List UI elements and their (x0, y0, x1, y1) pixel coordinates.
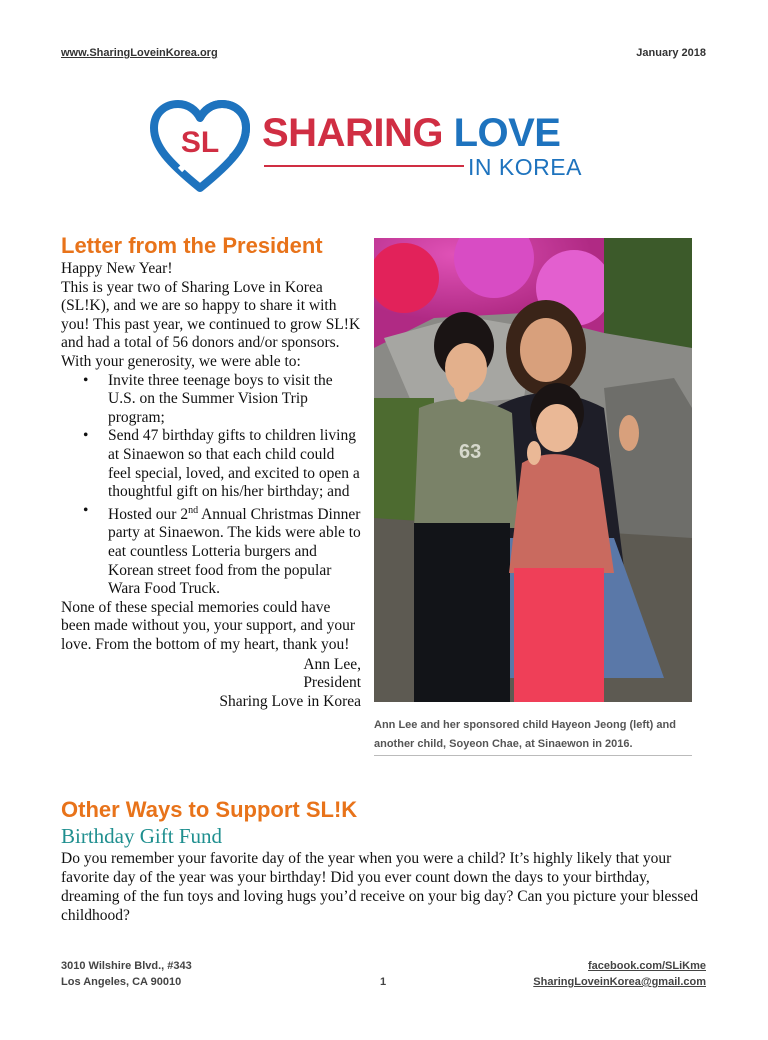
facebook-link[interactable]: facebook.com/SLiKme (588, 960, 706, 972)
president-letter (61, 260, 361, 711)
letter-bullet-list (61, 372, 361, 599)
logo-rule (264, 165, 464, 167)
logo-in-korea: IN KOREA (468, 154, 582, 180)
list-item: • Invite three teenage boys to visit the U.S. on the Summer Vision Trip program; (83, 371, 333, 426)
birthday-fund-subtitle: Birthday Gift Fund (61, 824, 222, 848)
website-link[interactable]: www.SharingLoveinKorea.org (61, 47, 218, 59)
heart-logo-icon (150, 100, 250, 196)
logo (150, 100, 610, 196)
svg-text:SL: SL (180, 126, 220, 159)
svg-text:63: 63 (459, 441, 482, 463)
footer-address-line2: Los Angeles, CA 90010 (61, 976, 182, 988)
logo-word-sharing: SHARING (262, 111, 443, 155)
footer-address-line1: 3010 Wilshire Blvd., #343 (61, 960, 192, 972)
list-item: • Hosted our 2nd Annual Christmas Dinner party at Sinaewon. The kids were able to eat countless Lotteria burgers and Korean street food from the popular Wara Food Truck. (83, 501, 361, 598)
letter-title: Letter from the President (61, 233, 323, 258)
letter-signature: Ann Lee, President Sharing Love in Korea (219, 655, 361, 710)
letter-closing: None of these special memories could have been made without you, your support, and your love. From the bottom of my heart, thank you! (61, 598, 356, 654)
list-item: • Send 47 birthday gifts to children living at Sinaewon so that each child could feel special, loved, and excited to open a thoughtful gift on his/her birthday; and (83, 427, 360, 501)
letter-intro: This is year two of Sharing Love in Korea (SL!K), and we are so happy to share it with you! This past year, we continued to grow SL!K and had a total of 56 donors and/or sponsors. With your generosity, we were able to: (61, 278, 361, 370)
birthday-fund-body: Do you remember your favorite day of the year when you were a child? It’s highly likely that your favorite day of the year was your birthday! Did you ever count down the days to your birthday, dreaming of the fun toys and loving hugs you’d receive on your big day? Can you picture your blessed childhood? (61, 850, 699, 924)
president-photo (374, 238, 692, 702)
caption-divider (374, 755, 692, 756)
letter-greeting: Happy New Year! (61, 260, 173, 277)
logo-word-love: LOVE (453, 111, 561, 155)
page-number: 1 (380, 976, 387, 988)
photo-caption: Ann Lee and her sponsored child Hayeon Jeong (left) and another child, Soyeon Chae, at Sinaewon in 2016. (374, 719, 676, 750)
support-title: Other Ways to Support SL!K (61, 797, 358, 822)
issue-date: January 2018 (636, 47, 706, 59)
email-link[interactable]: SharingLoveinKorea@gmail.com (533, 976, 706, 988)
